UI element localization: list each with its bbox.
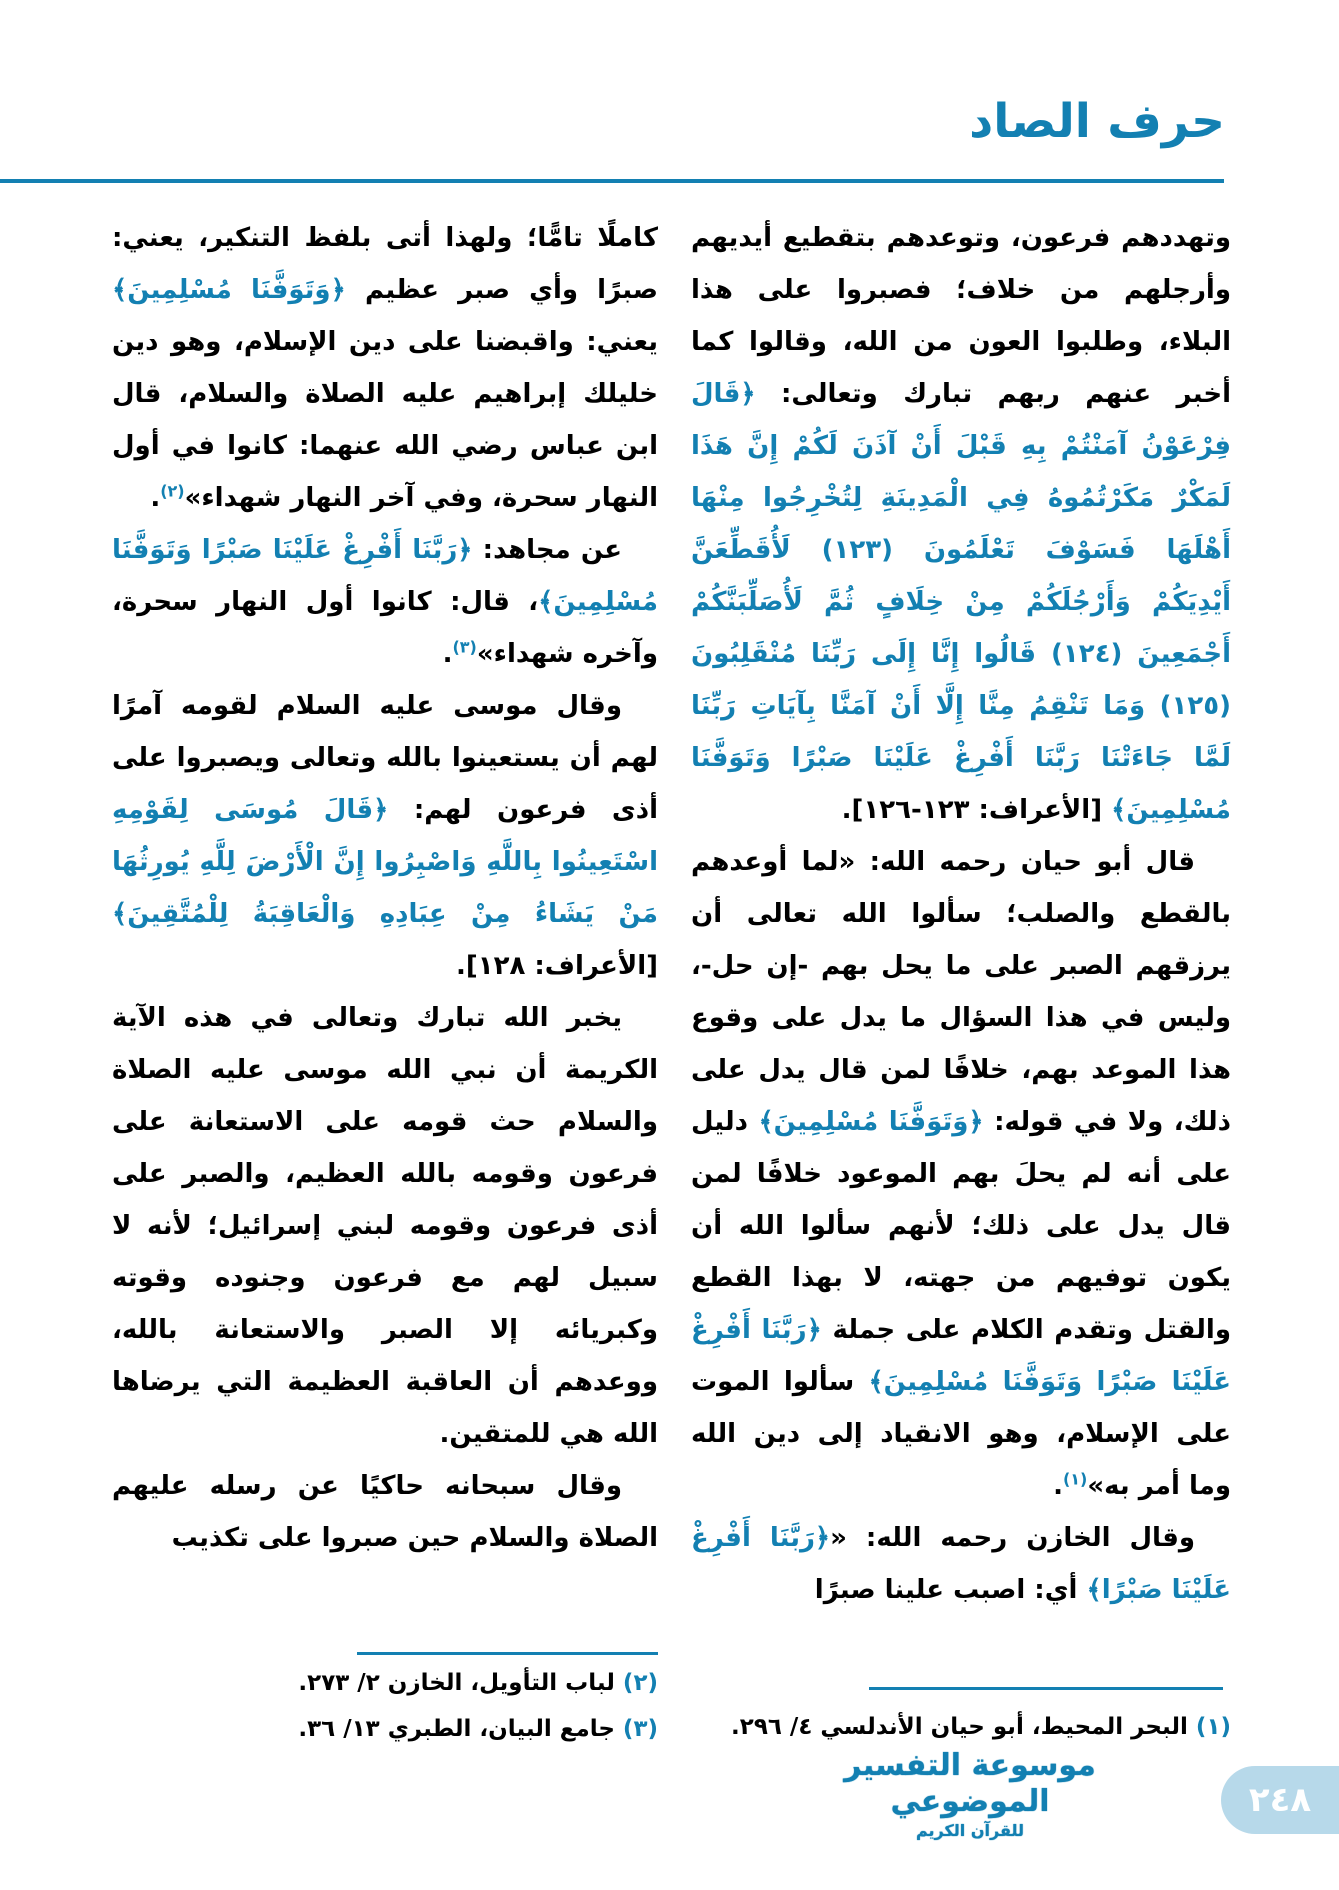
paragraph [691, 1512, 1231, 1616]
quran-quote: ﴿رَبَّنَا أَفْرِغْ عَلَيْنَا صَبْرًا وَتَوَفَّنَا مُسْلِمِينَ﴾ [691, 1315, 1231, 1397]
publisher-logo [840, 1748, 1100, 1842]
footnote-separator-left [357, 1652, 658, 1655]
text-run: . [442, 639, 453, 669]
text-run: وقال سبحانه حاكيًا عن رسله عليهم الصلاة والسلام حين صبروا على تكذيب [112, 1471, 658, 1553]
quran-quote: ﴿وَتَوَفَّنَا مُسْلِمِينَ﴾ [112, 275, 346, 305]
text-run: يخبر الله تبارك وتعالى في هذه الآية الكريمة أن نبي الله موسى عليه الصلاة والسلام حث قومه على الاستعانة على فرعون وقومه بالله العظيم، والصبر على أذى فرعون وقومه لبني إسرائيل؛ لأنه لا سبيل لهم مع فرعون وجنوده وقوته وكبريائه إلا الصبر والاستعانة بالله، ووعدهم أن العاقبة العظيمة التي يرضاها الله هي للمتقين. [112, 1003, 658, 1449]
quran-quote: ﴿قَالَ فِرْعَوْنُ آمَنْتُمْ بِهِ قَبْلَ أَنْ آذَنَ لَكُمْ إِنَّ هَذَا لَمَكْرٌ مَكَرْتُمُوهُ فِي الْمَدِينَةِ لِتُخْرِجُوا مِنْهَا أَهْلَهَا فَسَوْفَ تَعْلَمُونَ (١٢٣) لَأُقَطِّعَنَّ أَيْدِيَكُمْ وَأَرْجُلَكُمْ مِنْ خِلَافٍ ثُمَّ لَأُصَلِّبَنَّكُمْ أَجْمَعِينَ (١٢٤) قَالُوا إِنَّا إِلَى رَبِّنَا مُنْقَلِبُونَ (١٢٥) وَمَا تَنْقِمُ مِنَّا إِلَّا أَنْ آمَنَّا بِآيَاتِ رَبِّنَا لَمَّا جَاءَتْنَا رَبَّنَا أَفْرِغْ عَلَيْنَا صَبْرًا وَتَوَفَّنَا مُسْلِمِينَ﴾ [691, 379, 1231, 825]
quran-quote: ﴿رَبَّنَا أَفْرِغْ عَلَيْنَا صَبْرًا﴾ [691, 1523, 1231, 1605]
quran-quote: ﴿رَبَّنَا أَفْرِغْ عَلَيْنَا صَبْرًا وَتَوَفَّنَا مُسْلِمِينَ﴾ [112, 535, 658, 617]
paragraph [112, 1460, 658, 1564]
page-number: ٢٤٨ [1248, 1780, 1312, 1820]
footnote-marker: (٣) [452, 637, 477, 657]
footnote [691, 1704, 1231, 1750]
paragraph [112, 524, 658, 680]
publisher-logo-title: موسوعة التفسير الموضوعي [844, 1748, 1096, 1819]
footnote-marker: (٣) [622, 1716, 658, 1742]
text-run: يعني: واقبضنا على دين الإسلام، وهو دين خليلك إبراهيم عليه الصلاة والسلام، قال ابن عباس رضي الله عنهما: كانوا في أول النهار سحرة، وفي آخر النهار شهداء» [112, 327, 658, 513]
header-divider [0, 179, 1224, 183]
footnote-separator-right [869, 1687, 1223, 1690]
footnote-marker: (١) [1062, 1469, 1088, 1489]
chapter-title: حرف الصاد [969, 94, 1225, 149]
quran-quote: ﴿قَالَ مُوسَى لِقَوْمِهِ اسْتَعِينُوا بِاللَّهِ وَاصْبِرُوا إِنَّ الْأَرْضَ لِلَّهِ يُورِثُهَا مَنْ يَشَاءُ مِنْ عِبَادِهِ وَالْعَاقِبَةُ لِلْمُتَّقِينَ﴾ [112, 795, 658, 929]
footnote [112, 1660, 658, 1706]
text-run: وقال موسى عليه السلام لقومه آمرًا لهم أن يستعينوا بالله وتعالى ويصبروا على أذى فرعون لهم: [112, 691, 658, 825]
text-run: ، قال: كانوا أول النهار سحرة، وآخره شهداء» [112, 587, 658, 669]
footnotes-left [112, 1660, 658, 1752]
paragraph [691, 212, 1231, 836]
publisher-logo-subtitle: للقرآن الكريم [915, 1821, 1025, 1840]
footnote-text: جامع البيان، الطبري ١٣/ ٣٦. [298, 1716, 623, 1742]
text-run: أي: اصبب علينا صبرًا [814, 1575, 1087, 1605]
footnote-text: لباب التأويل، الخازن ٢/ ٢٧٣. [298, 1670, 623, 1696]
footnote-text: البحر المحيط، أبو حيان الأندلسي ٤/ ٢٩٦. [731, 1714, 1196, 1740]
paragraph [112, 212, 658, 524]
text-run: . [1053, 1471, 1063, 1501]
column-right-body [691, 212, 1231, 1672]
column-right [691, 212, 1231, 1672]
column-left-body [112, 212, 658, 1640]
footnote [112, 1706, 658, 1752]
footnote-marker: (٢) [622, 1670, 658, 1696]
quran-quote: ﴿وَتَوَفَّنَا مُسْلِمِينَ﴾ [758, 1107, 984, 1137]
text-run: وقال الخازن رحمه الله: « [830, 1523, 1195, 1553]
text-run: كاملًا تامًّا؛ ولهذا أتى بلفظ التنكير، يعني: صبرًا وأي صبر عظيم [112, 223, 658, 305]
footnote-marker: (١) [1195, 1714, 1231, 1740]
text-run: وتهددهم فرعون، وتوعدهم بتقطيع أيديهم وأرجلهم من خلاف؛ فصبروا على هذا البلاء، وطلبوا العون من الله، وقالوا كما أخبر عنهم ربهم تبارك وتعالى: [691, 223, 1231, 409]
paragraph [112, 992, 658, 1460]
text-run: دليل على أنه لم يحلَ بهم الموعود خلافًا لمن قال يدل على ذلك؛ لأنهم سألوا الله أن يكون توفيهم من جهته، لا بهذا القطع والقتل وتقدم الكلام على جملة [691, 1107, 1231, 1345]
text-run: . [150, 483, 161, 513]
column-left [112, 212, 658, 1640]
text-run: سألوا الموت على الإسلام، وهو الانقياد إلى دين الله وما أمر به» [691, 1367, 1231, 1501]
verse-reference: [الأعراف: ١٢٣-١٢٦]. [841, 795, 1112, 825]
footnote-marker: (٢) [160, 481, 185, 501]
footnotes-right [691, 1704, 1231, 1750]
verse-reference: [الأعراف: ١٢٨]. [455, 951, 658, 981]
page-number-badge [1221, 1766, 1339, 1834]
paragraph [112, 680, 658, 992]
text-run: قال أبو حيان رحمه الله: «لما أوعدهم بالقطع والصلب؛ سألوا الله تعالى أن يرزقهم الصبر على ما يحل بهم -إن حل-، وليس في هذا السؤال ما يدل على وقوع هذا الموعد بهم، خلافًا لمن قال يدل على ذلك، ولا في قوله: [691, 847, 1231, 1137]
paragraph [691, 836, 1231, 1512]
text-run: عن مجاهد: [472, 535, 623, 565]
